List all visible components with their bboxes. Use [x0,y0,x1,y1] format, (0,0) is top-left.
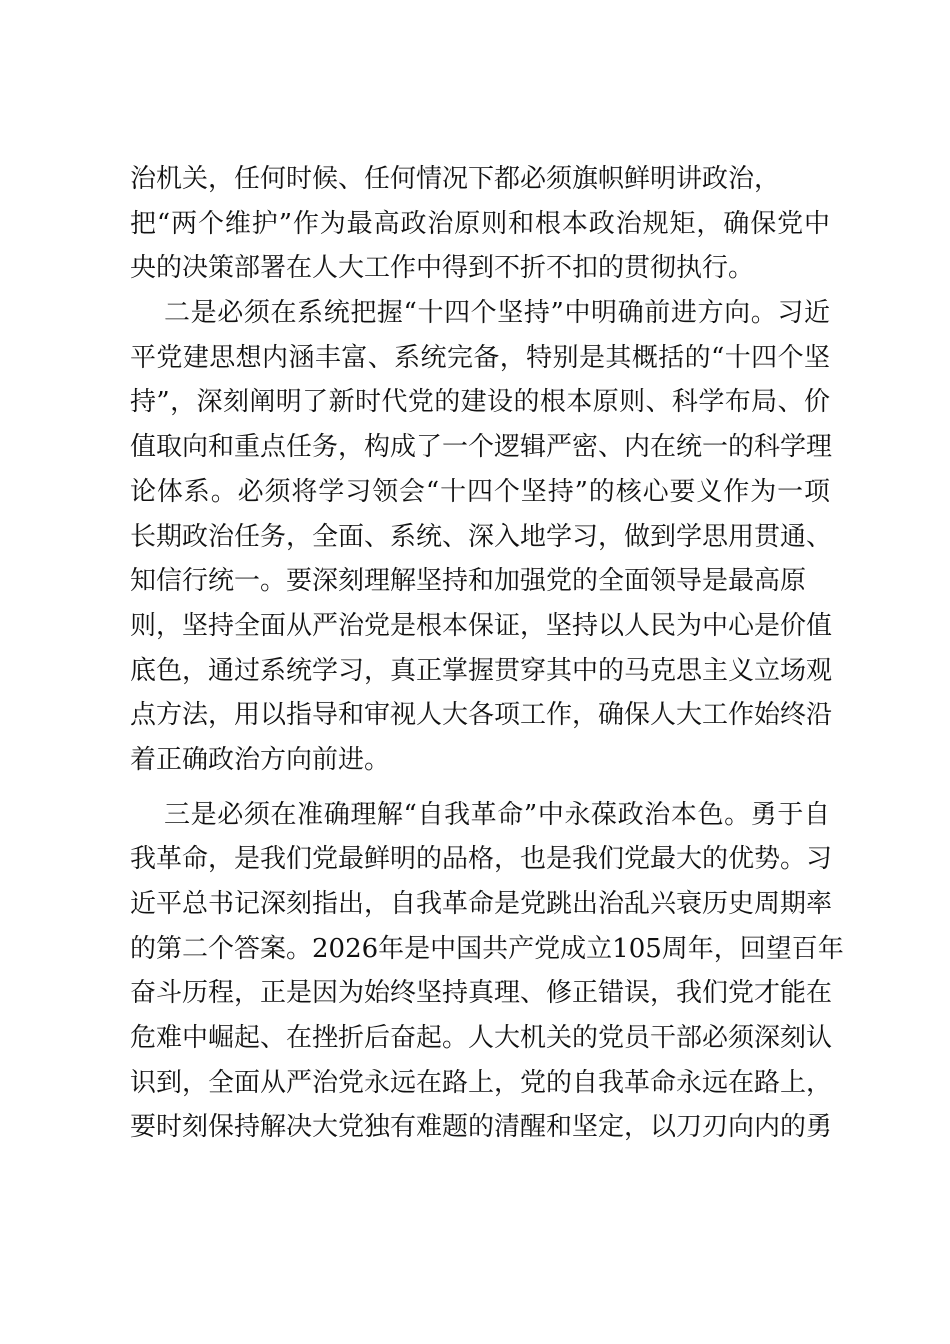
text-line: 近平总书记深刻指出，自我革命是党跳出治乱兴衰历史周期率 [130,889,833,919]
text-line: 二是必须在系统把握“十四个坚持”中明确前进方向。习近 [164,298,830,329]
text-line: 要时刻保持解决大党独有难题的清醒和坚定，以刀刃向内的勇 [130,1112,833,1143]
text-line: 着正确政治方向前进。 [130,744,391,775]
text-line: 把“两个维护”作为最高政治原则和根本政治规矩，确保党中 [130,208,830,239]
text-line: 底色，通过系统学习，真正掌握贯穿其中的马克思主义立场观 [130,655,833,686]
text-line: 则，坚持全面从严治党是根本保证，坚持以人民为中心是价值 [130,610,833,641]
text-line: 平党建思想内涵丰富、系统完备，特别是其概括的“十四个坚 [130,342,830,373]
text-line: 治机关，任何时候、任何情况下都必须旗帜鲜明讲政治， [130,164,781,194]
text-line: 点方法，用以指导和审视人大各项工作，确保人大工作始终沿 [130,700,833,731]
text-line: 持”，深刻阐明了新时代党的建设的根本原则、科学布局、价 [130,387,830,418]
text-line: 值取向和重点任务，构成了一个逻辑严密、内在统一的科学理 [130,432,833,463]
text-line: 长期政治任务，全面、系统、深入地学习，做到学思用贯通、 [130,521,833,552]
text-line: 知信行统一。要深刻理解坚持和加强党的全面领导是最高原 [130,566,807,597]
text-line: 论体系。必须将学习领会“十四个坚持”的核心要义作为一项 [130,476,830,507]
text-line: 奋斗历程，正是因为始终坚持真理、修正错误，我们党才能在 [130,978,833,1009]
text-line: 三是必须在准确理解“自我革命”中永葆政治本色。勇于自 [164,799,830,830]
text-line: 央的决策部署在人大工作中得到不折不扣的贯彻执行。 [130,253,755,284]
document-body-text [130,157,844,1150]
text-line: 我革命，是我们党最鲜明的品格，也是我们党最大的优势。习 [130,844,833,875]
text-line: 的第二个答案。2026年是中国共产党成立105周年，回望百年 [130,933,844,964]
text-line: 识到，全面从严治党永远在路上，党的自我革命永远在路上， [130,1067,833,1098]
text-line: 危难中崛起、在挫折后奋起。人大机关的党员干部必须深刻认 [130,1023,833,1054]
